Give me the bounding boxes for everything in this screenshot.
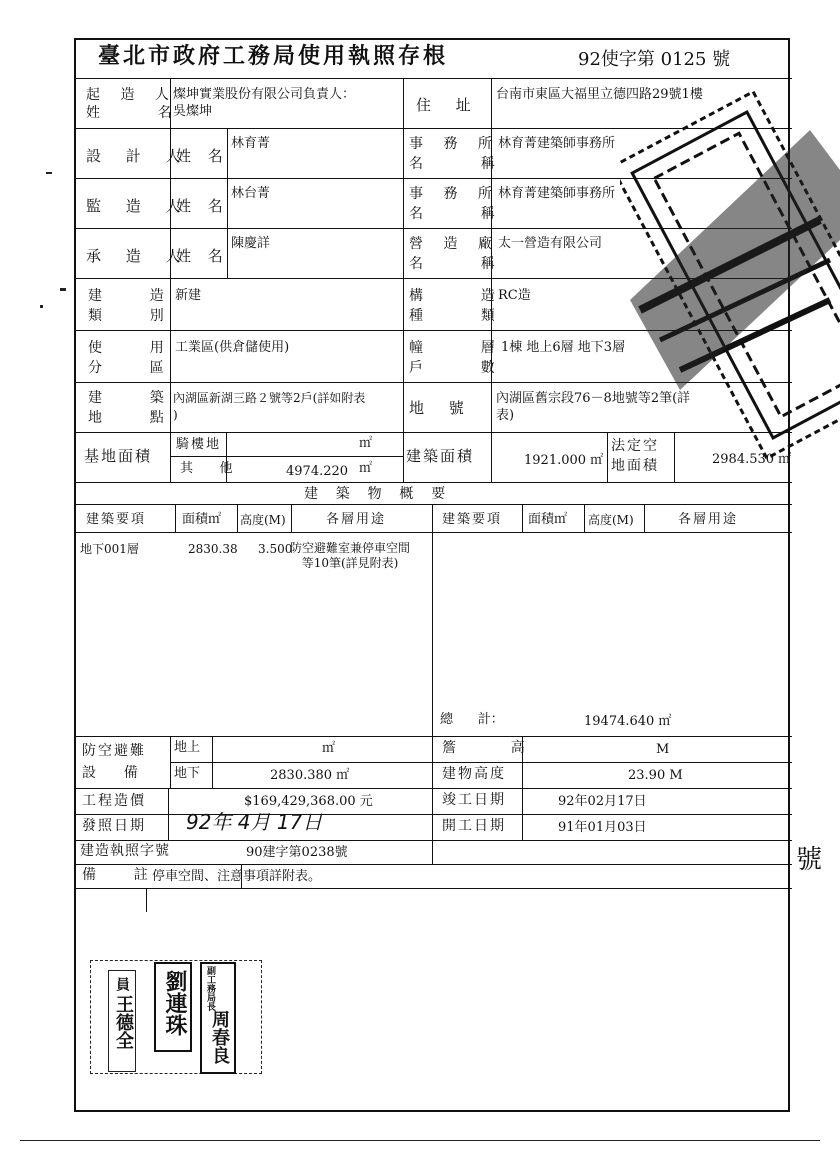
factory-label: 營 造 廠 名 稱 <box>409 236 503 272</box>
shelter-label: 防空避難 設 備 <box>82 743 146 781</box>
structure-value: RC造 <box>498 288 531 303</box>
scan-speck <box>60 288 66 291</box>
build-type-value: 新建 <box>175 288 202 303</box>
entry-item: 地下001層 <box>80 542 139 556</box>
below-ground-label: 地下 <box>174 766 201 781</box>
total-label: 總 計： <box>440 712 504 727</box>
issue-date-label: 發照日期 <box>82 818 146 834</box>
office-value-1: 林育菁建築師事務所 <box>498 136 616 151</box>
start-date-value: 91年01月03日 <box>558 820 647 835</box>
units-label: 幢 層 戶 數 <box>409 340 503 376</box>
entry-use: 防空避難室兼停車空間 等10筆(詳見附表) <box>290 541 411 570</box>
col-item-2: 建築要項 <box>442 512 503 527</box>
scan-speck <box>46 172 52 174</box>
note-label: 備 註 <box>82 867 152 883</box>
col-height-2: 高度(M) <box>588 513 634 527</box>
other-label: 其 他 <box>180 461 235 476</box>
scan-edge-line <box>20 1140 820 1141</box>
supervisor-value: 林台菁 <box>231 186 271 201</box>
height-label: 建物高度 <box>442 766 506 782</box>
arcade-unit: ㎡ <box>359 436 373 451</box>
contractor-label: 承 造 人 <box>86 247 191 265</box>
official-seal-stamp <box>620 70 840 490</box>
summary-heading: 建 築 物 概 要 <box>304 486 446 502</box>
stamp-2: 劉連珠 <box>154 962 192 1052</box>
scan-speck <box>40 305 43 308</box>
arcade-label: 騎樓地 <box>176 437 222 452</box>
col-use-1: 各層用途 <box>326 512 387 527</box>
applicant-value: 燦坤實業股份有限公司負責人： 吳燦坤 <box>173 87 356 119</box>
permit-number: 92使字第 0125 號 <box>578 49 731 70</box>
col-use-2: 各層用途 <box>678 512 739 527</box>
completion-label: 竣工日期 <box>442 792 506 808</box>
stamp-3: 副工務局長 周春良 <box>200 962 236 1074</box>
designer-label: 設 計 人 <box>86 147 191 165</box>
note-value: 停車空間、注意事項詳附表。 <box>152 869 322 884</box>
total-value: 19474.640 ㎡ <box>584 714 672 729</box>
eaves-label: 簷 高 <box>442 740 529 756</box>
designer-value: 林育菁 <box>231 136 271 151</box>
completion-value: 92年02月17日 <box>558 794 647 809</box>
factory-value: 太一營造有限公司 <box>498 236 603 251</box>
designer-name-label: 姓 名 <box>176 147 229 165</box>
stamp-1: 員 王德全 <box>108 970 136 1072</box>
other-unit: ㎡ <box>359 461 373 476</box>
entry-height: 3.500 <box>258 542 293 556</box>
units-value: 1棟 地上6層 地下3層 <box>501 340 626 355</box>
use-zone-value: 工業區(供倉儲使用) <box>175 340 290 355</box>
other-value: 4974.220 <box>286 464 349 479</box>
col-area-1: 面積㎡ <box>182 512 222 527</box>
height-value: 23.90 M <box>628 768 683 783</box>
open-space-label: 法定空 地面積 <box>611 438 659 474</box>
col-height-1: 高度(M) <box>240 513 286 527</box>
address-value: 台南市東區大福里立德四路29號1樓 <box>496 87 703 102</box>
col-item-1: 建築要項 <box>86 512 147 527</box>
site-value: 內湖區新湖三路２號等2戶(詳如附表 ) <box>173 391 366 422</box>
form-title: 臺北市政府工務局使用執照存根 <box>98 43 449 69</box>
base-area-label: 基地面積 <box>84 447 153 465</box>
eaves-unit: M <box>656 742 670 757</box>
lot-label: 地 號 <box>409 399 474 417</box>
build-type-label: 建 造 類 別 <box>88 288 170 324</box>
above-ground-label: 地上 <box>174 740 201 755</box>
office-label-1: 事 務 所 名 稱 <box>409 136 503 172</box>
cost-label: 工程造價 <box>82 793 146 809</box>
building-area-value: 1921.000 ㎡ <box>524 453 604 468</box>
site-label: 建 築 地 點 <box>88 390 170 426</box>
permit-no-value: 90建字第0238號 <box>246 845 348 860</box>
office-value-2: 林育菁建築師事務所 <box>498 186 616 201</box>
issue-date-value: 92年 4月 17日 <box>186 810 323 834</box>
open-space-value: 2984.530 ㎡ <box>712 452 792 467</box>
building-area-label: 建築面積 <box>406 447 475 465</box>
permit-no-label: 建造執照字號 <box>80 843 170 859</box>
use-zone-label: 使 用 分 區 <box>88 340 170 376</box>
start-date-label: 開工日期 <box>442 818 506 834</box>
supervisor-label: 監 造 人 <box>86 197 191 215</box>
supervisor-name-label: 姓 名 <box>176 197 229 215</box>
signature-stamps <box>90 956 276 1074</box>
entry-area: 2830.38 <box>188 542 238 556</box>
structure-label: 構 造 種 類 <box>409 288 503 324</box>
margin-char: 號 <box>796 845 823 875</box>
col-area-2: 面積㎡ <box>528 512 568 527</box>
office-label-2: 事 務 所 名 稱 <box>409 186 503 222</box>
address-label: 住 址 <box>416 96 481 114</box>
lot-value: 內湖區舊宗段76－8地號等2筆(詳 表) <box>496 391 691 423</box>
cost-value: $169,429,368.00 元 <box>244 794 373 809</box>
contractor-value: 陳慶詳 <box>231 236 271 251</box>
below-ground-value: 2830.380 ㎡ <box>270 768 350 783</box>
applicant-label: 起 造 人 姓 名 <box>86 87 180 121</box>
above-ground-unit: ㎡ <box>322 741 336 756</box>
contractor-name-label: 姓 名 <box>176 247 229 265</box>
